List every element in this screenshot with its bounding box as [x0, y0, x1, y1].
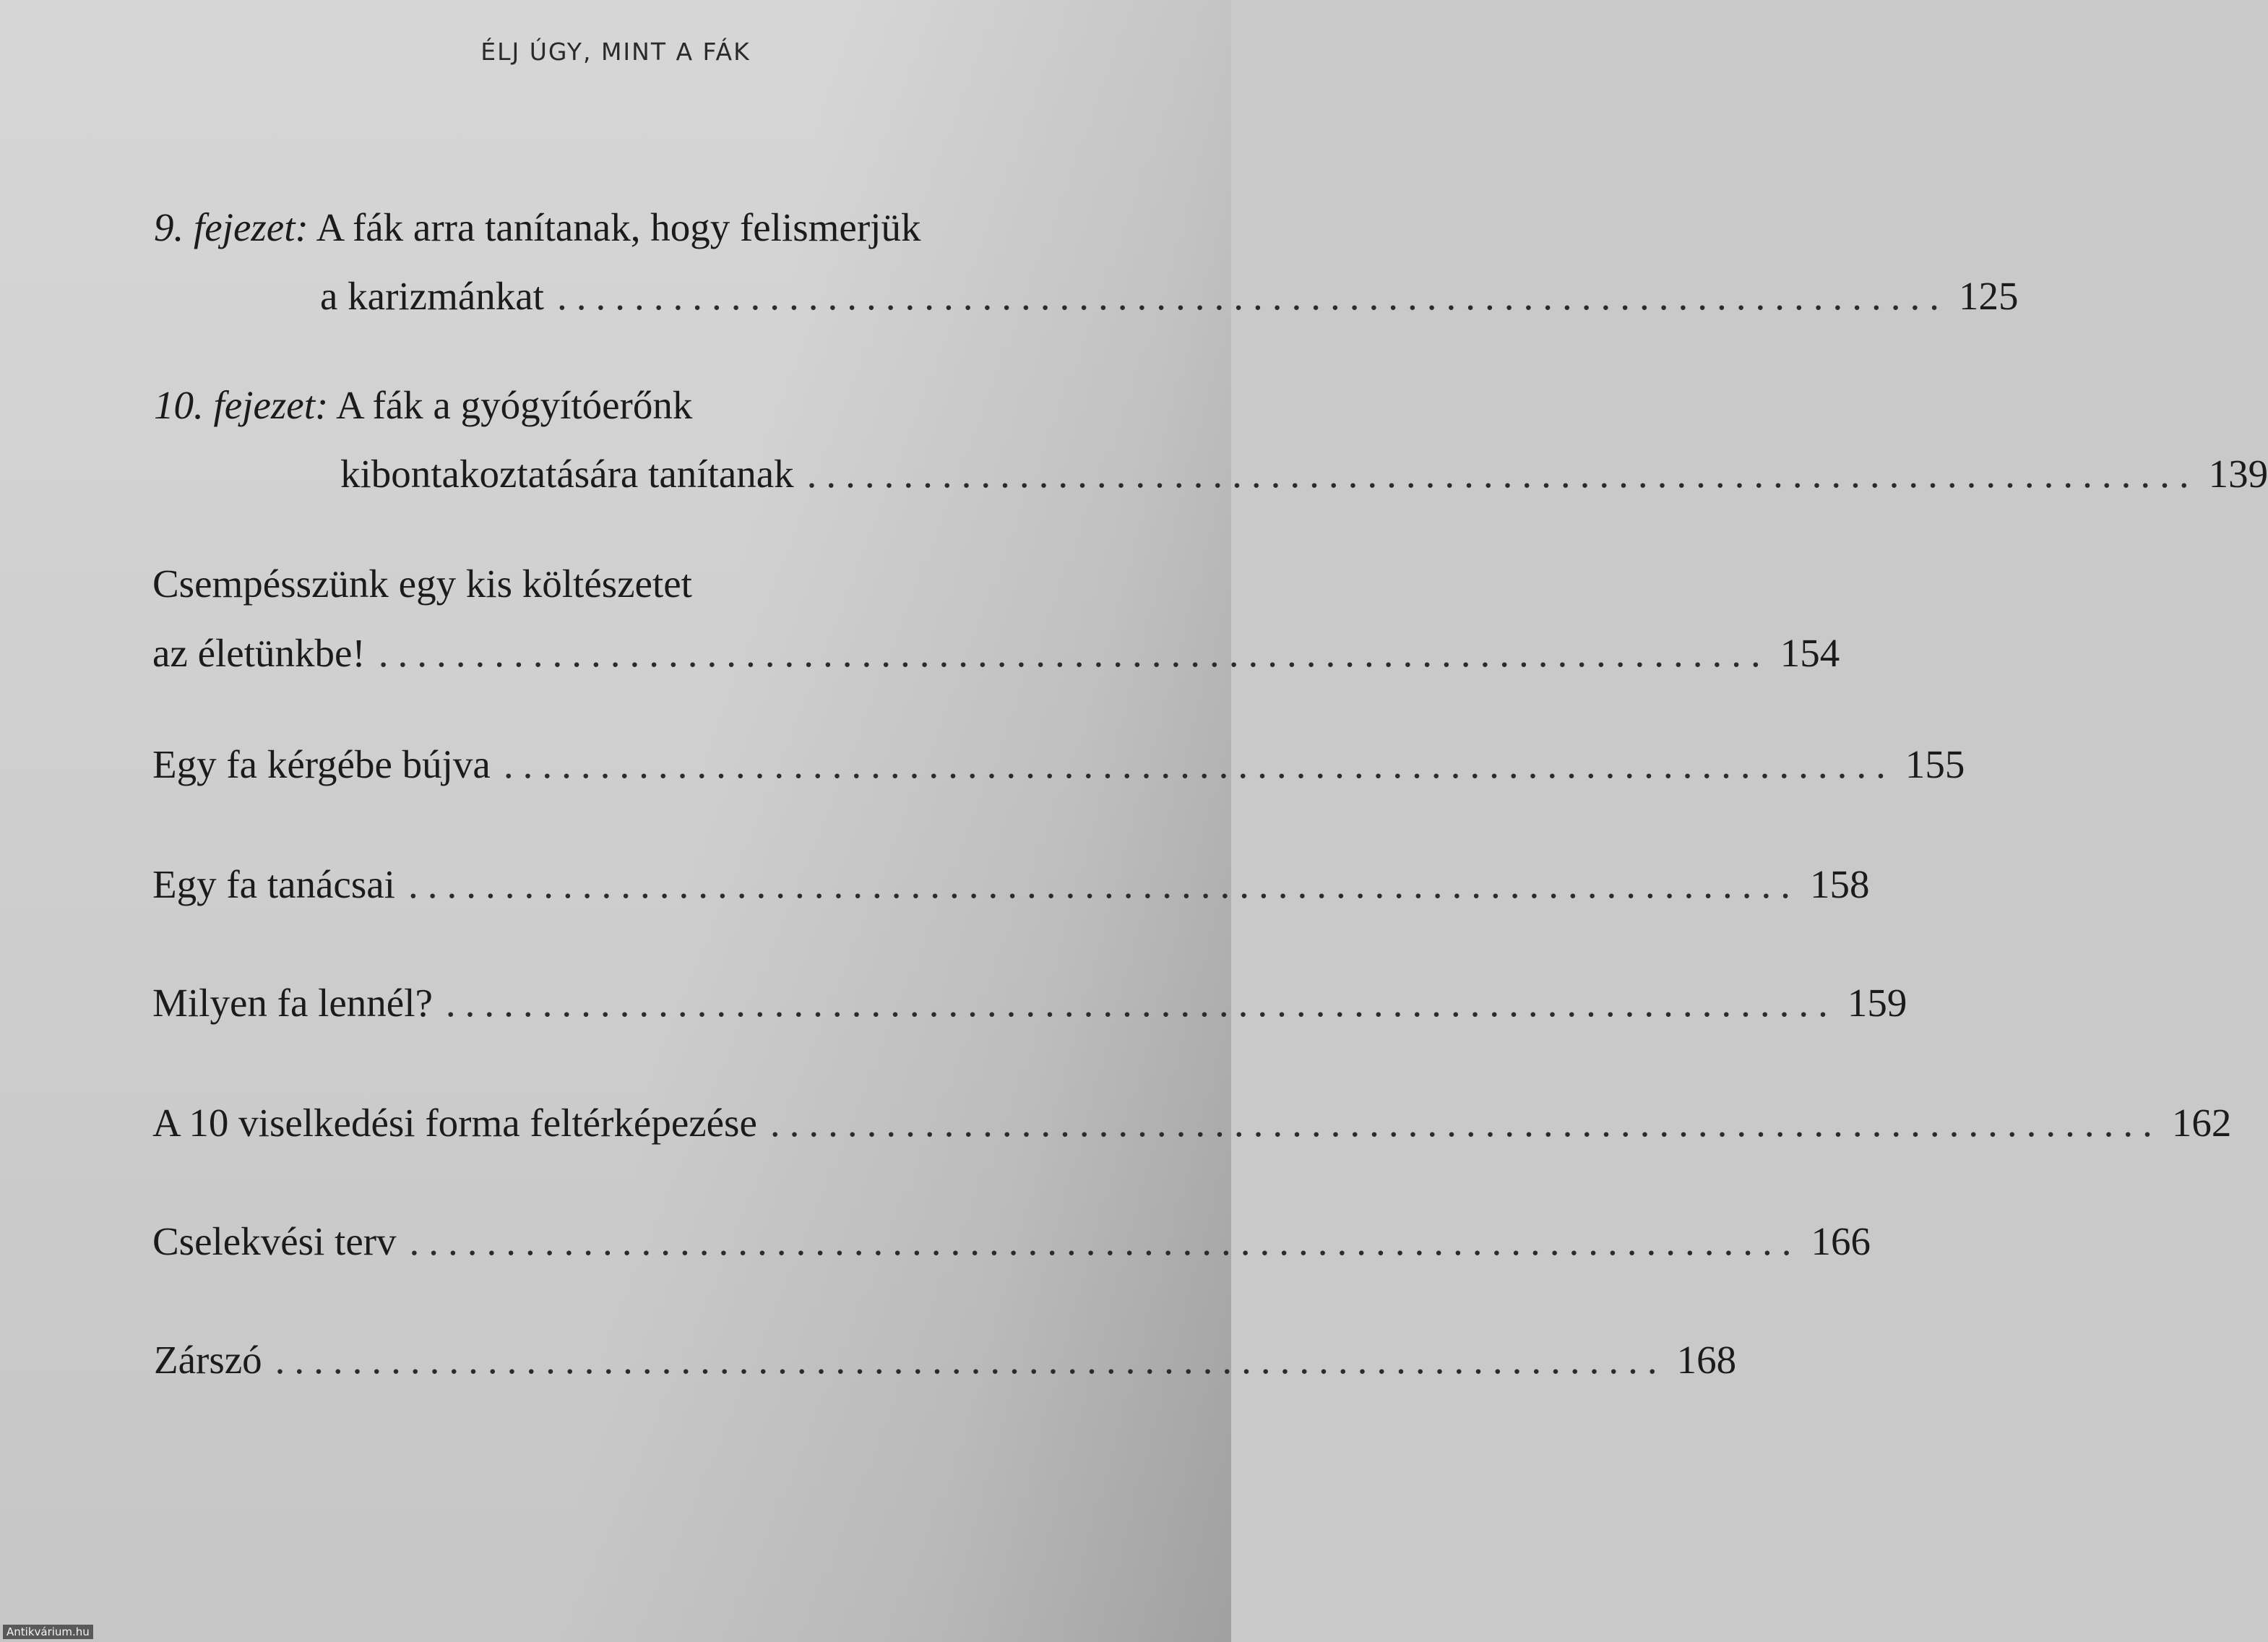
toc-entry-chapter-10-line1 — [154, 385, 692, 425]
toc-entry-poetry-line1: Csempésszünk egy kis költészetet — [152, 562, 692, 606]
chapter-prefix: 10. fejezet: — [154, 383, 329, 427]
dot-leader: ........................................................................ — [408, 862, 1800, 906]
dot-leader: ........................................................................ — [806, 452, 2199, 496]
toc-entry-label: Egy fa kérgébe bújva — [152, 742, 491, 786]
toc-entry-advice[interactable] — [152, 862, 1870, 906]
page-number: 125 — [1958, 274, 2019, 318]
toc-entry-which-tree[interactable] — [152, 981, 1907, 1025]
toc-entry-epilogue[interactable] — [154, 1338, 1737, 1382]
dot-leader: ........................................................................ — [445, 981, 1837, 1025]
page-number: 154 — [1780, 631, 1840, 675]
toc-entry-label: a karizmánkat — [320, 274, 544, 318]
toc-entry-chapter-9-line1 — [154, 207, 920, 247]
running-head: ÉLJ ÚGY, MINT A FÁK — [480, 38, 751, 66]
toc-entry-label: kibontakoztatására tanítanak — [340, 452, 794, 496]
toc-entry-action-plan[interactable] — [152, 1219, 1871, 1263]
toc-entry-label: az életünkbe! — [152, 631, 366, 675]
toc-entry-poetry[interactable] — [152, 631, 1840, 675]
page-number: 155 — [1905, 742, 1965, 786]
page-number: 168 — [1676, 1338, 1737, 1382]
toc-entry-behaviors[interactable] — [152, 1101, 2232, 1145]
toc-entry-bark[interactable] — [152, 742, 1965, 786]
dot-leader: ........................................................................ — [556, 274, 1949, 318]
toc-entry-label: Egy fa tanácsai — [152, 862, 395, 906]
chapter-prefix: 9. fejezet: — [154, 205, 309, 249]
toc-entry-chapter-10[interactable] — [340, 452, 2268, 496]
watermark: Antikvárium.hu — [3, 1625, 93, 1639]
toc-entry-label: Zárszó — [154, 1338, 262, 1382]
page-number: 166 — [1811, 1219, 1871, 1263]
dot-leader: ........................................................................ — [503, 742, 1895, 786]
page-number: 139 — [2208, 452, 2268, 496]
dot-leader: ........................................................................ — [769, 1101, 2162, 1145]
page-number: 159 — [1847, 981, 1907, 1025]
dot-leader: ........................................................................ — [275, 1338, 1667, 1382]
toc-entry-chapter-9[interactable] — [320, 274, 2019, 318]
toc-entry-label: Milyen fa lennél? — [152, 981, 433, 1025]
toc-entry-label: Cselekvési terv — [152, 1219, 397, 1263]
toc-entry-label: A 10 viselkedési forma feltérképezése — [152, 1101, 757, 1145]
chapter-title: A fák a gyógyítóerőnk — [336, 383, 693, 427]
chapter-title: A fák arra tanítanak, hogy felismerjük — [316, 205, 921, 249]
page-number: 158 — [1809, 862, 1870, 906]
dot-leader: ........................................................................ — [409, 1219, 1801, 1263]
dot-leader: ........................................................................ — [378, 631, 1770, 675]
page-number: 162 — [2171, 1101, 2232, 1145]
